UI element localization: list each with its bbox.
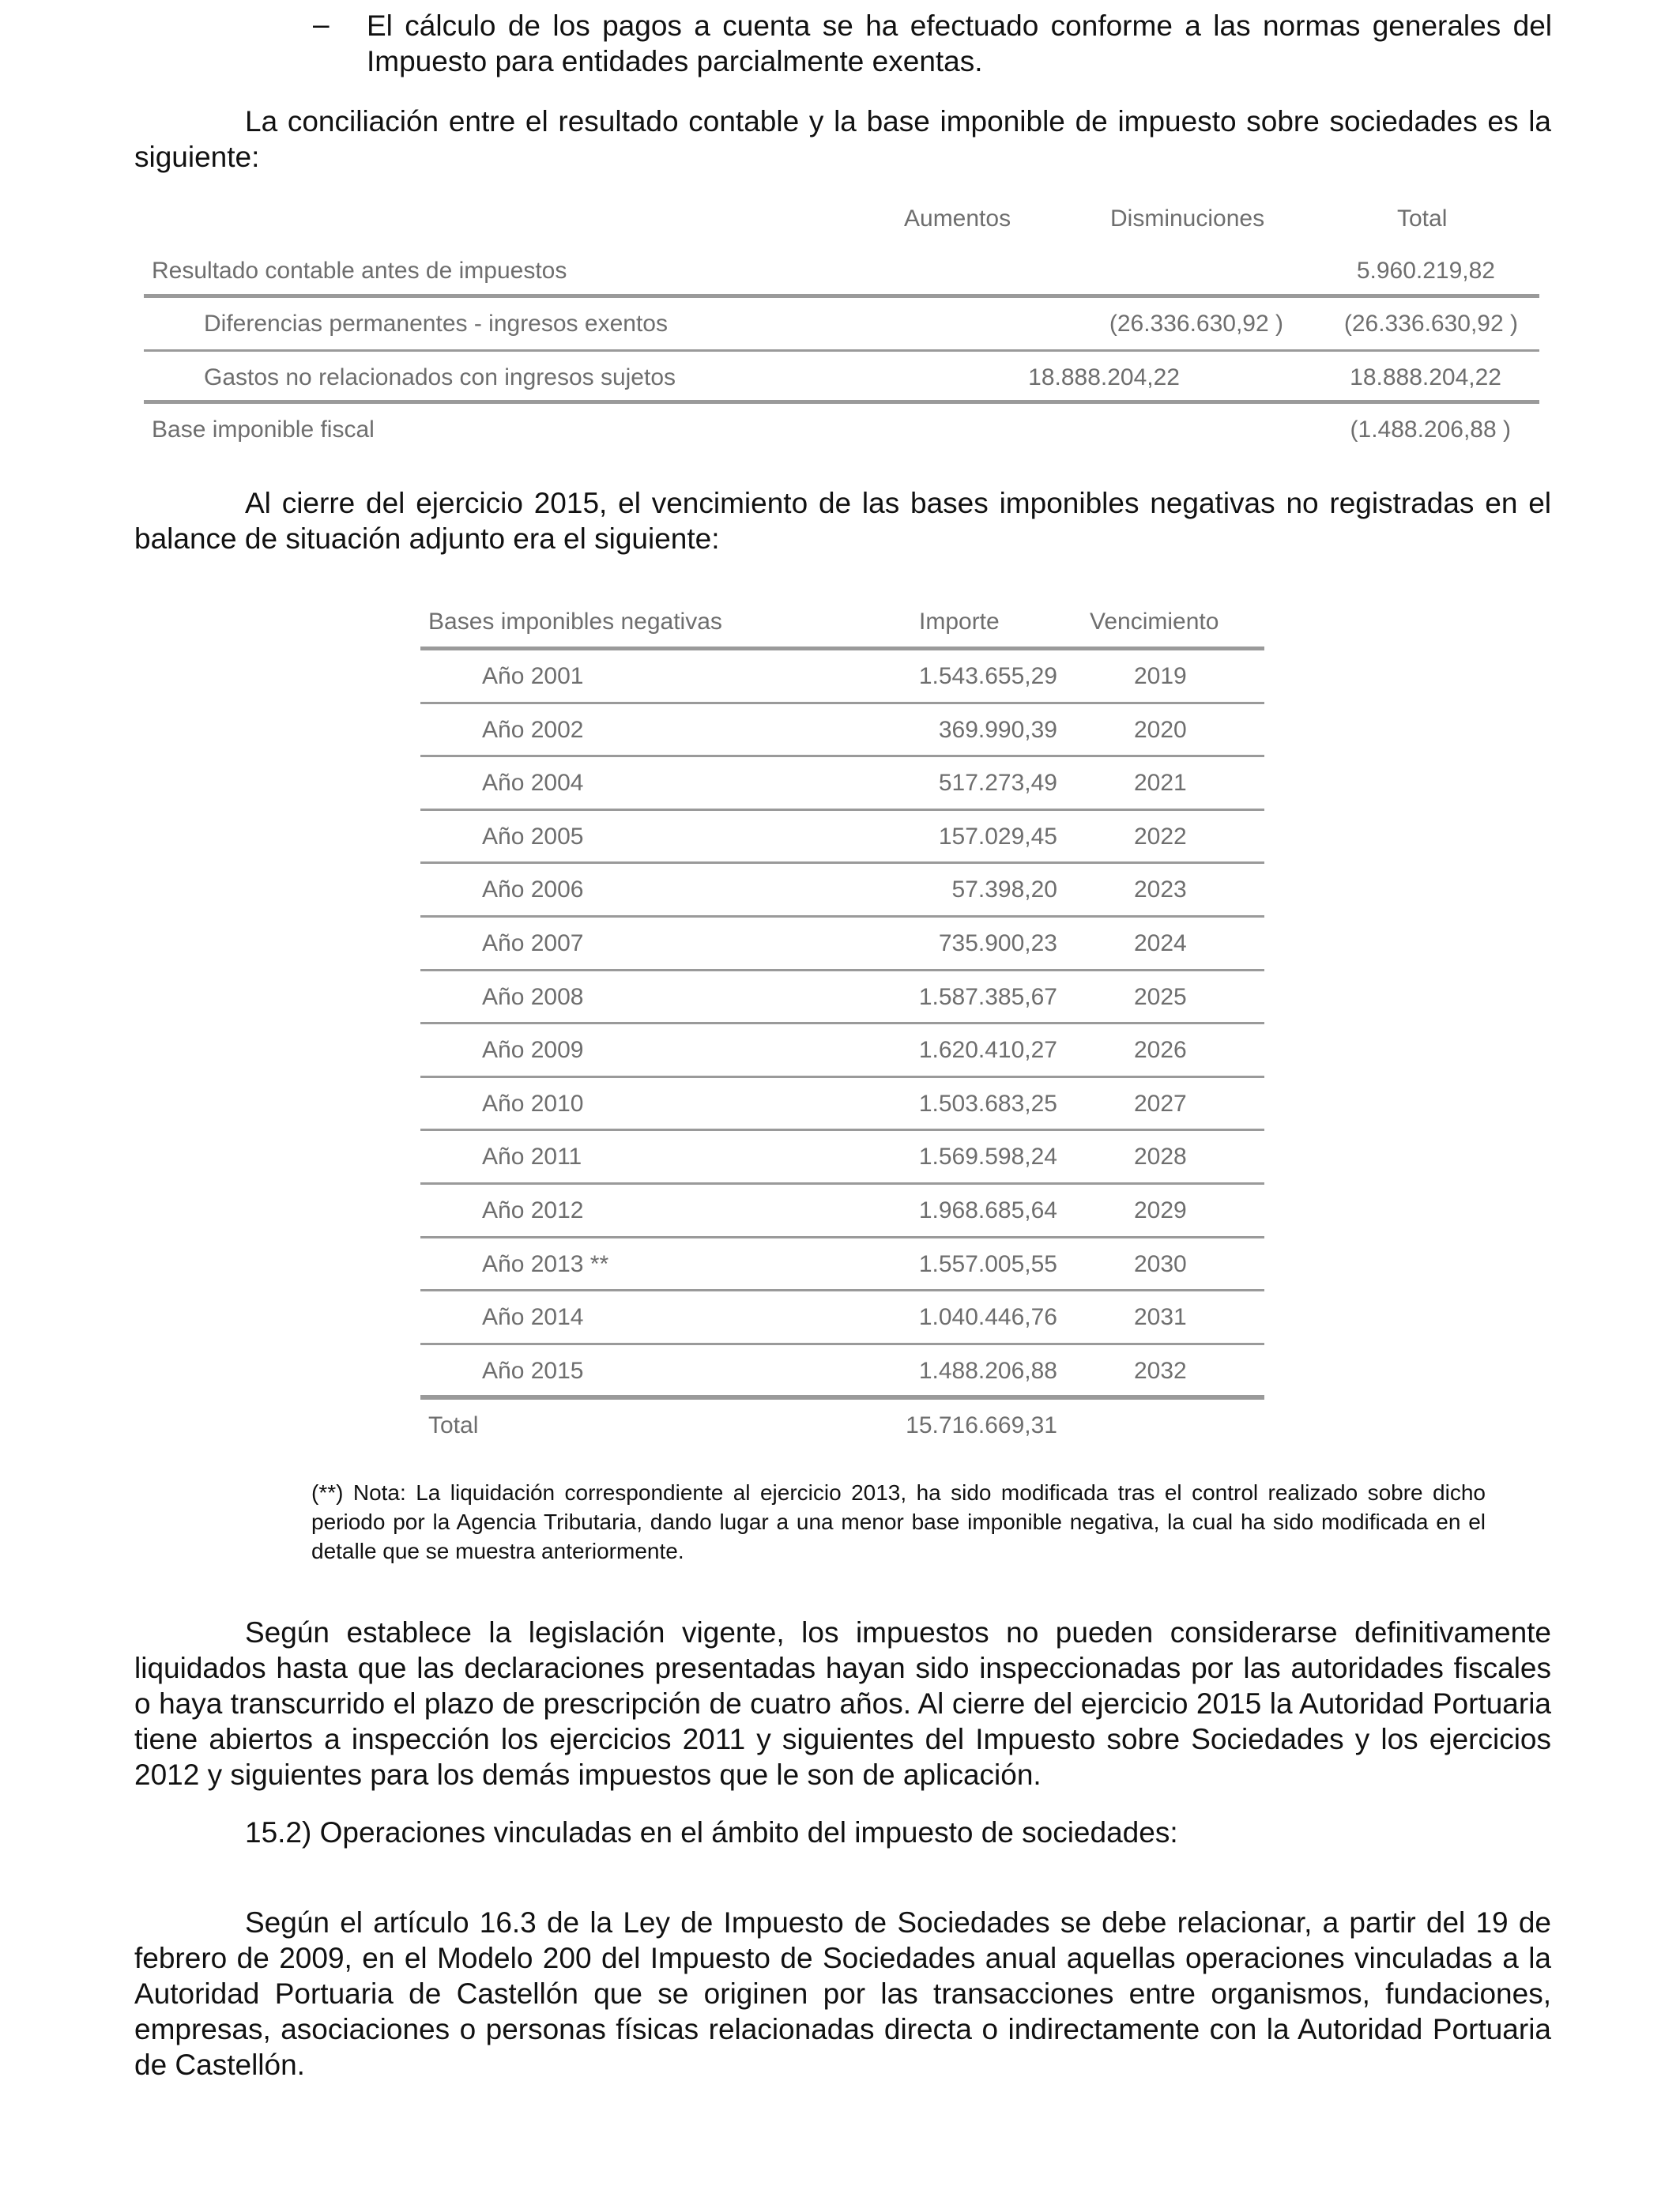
total-amount: 15.716.669,31 [906,1412,1057,1439]
para-legislation: Según establece la legislación vigente, los impuestos no pueden considerarse definitivamente liquidados hasta que las declaraciones presentadas hayan sido inspeccionadas por las autoridades fiscales o haya transcurrido el plazo de prescripción de cuatro años. Al cierre del ejercicio 2015 la Autoridad Portuaria tiene abiertos a inspección los ejercicios 2011 y siguientes del Impuesto sobre Sociedades y los ejercicios 2012 y siguientes para los demás impuestos que le son de aplicación. [134,1616,1551,1791]
row-amount: 1.569.598,24 [918,1144,1057,1171]
row-amount: 735.900,23 [938,930,1057,956]
row-label: Año 2010 [482,1090,584,1117]
header-amount: Importe [919,609,1000,635]
row-label: Base imponible fiscal [152,417,375,443]
row-expiry: 2031 [1134,1304,1187,1331]
row-label: Año 2008 [482,983,584,1010]
row-label: Año 2014 [482,1304,584,1331]
row-amount: 1.503.683,25 [918,1090,1057,1117]
row-label: Año 2011 [482,1144,582,1171]
table-row [144,352,1539,404]
row-label: Año 2013 ** [482,1250,609,1277]
header-expiry: Vencimiento [1090,609,1219,635]
row-amount: 517.273,49 [938,770,1057,797]
table-row [420,1185,1264,1238]
row-label: Año 2001 [482,663,584,689]
row-expiry: 2022 [1134,823,1187,850]
section-heading: 15.2) Operaciones vinculadas en el ámbito del impuesto de sociedades: [245,1816,1178,1849]
table-row [420,971,1264,1025]
row-label: Año 2006 [482,876,584,903]
row-expiry: 2032 [1134,1357,1187,1384]
row-expiry: 2029 [1134,1197,1187,1223]
row-label: Año 2004 [482,770,584,797]
row-amount: 157.029,45 [938,823,1057,850]
row-expiry: 2024 [1134,930,1187,956]
row-amount: 1.040.446,76 [918,1304,1057,1331]
table-row [420,1131,1264,1185]
intro-conciliation: La conciliación entre el resultado contable y la base imponible de impuesto sobre sociedades es la siguiente: [134,105,1551,173]
table-row [144,404,1539,456]
row-expiry: 2023 [1134,876,1187,903]
table-row [420,1078,1264,1132]
row-label: Resultado contable antes de impuestos [152,258,567,284]
row-amount: 1.488.206,88 [918,1357,1057,1384]
row-label: Año 2005 [482,823,584,850]
row-expiry: 2027 [1134,1090,1187,1117]
row-label: Diferencias permanentes - ingresos exentos [204,311,668,337]
row-amount: 1.543.655,29 [918,663,1057,689]
row-label: Gastos no relacionados con ingresos sujetos [204,364,676,390]
intro-negative-bases: Al cierre del ejercicio 2015, el vencimiento de las bases imponibles negativas no registradas en el balance de situación adjunto era el siguiente: [134,487,1551,555]
row-amount: 1.620.410,27 [918,1037,1057,1064]
table-row [420,1024,1264,1078]
row-decrease: (26.336.630,92 ) [1109,311,1283,337]
row-label: Año 2012 [482,1197,584,1223]
row-label: Año 2009 [482,1037,584,1064]
bullet-dash: – [313,8,330,40]
row-expiry: 2025 [1134,983,1187,1010]
header-label: Bases imponibles negativas [428,609,722,635]
row-total: (26.336.630,92 ) [1343,311,1518,337]
row-amount: 369.990,39 [938,716,1057,743]
row-amount: 57.398,20 [951,876,1057,903]
table-row [420,811,1264,865]
row-amount: 1.557.005,55 [918,1250,1057,1277]
row-expiry: 2026 [1134,1037,1187,1064]
header-decreases: Disminuciones [1110,205,1265,232]
row-expiry: 2020 [1134,716,1187,743]
row-increase: 18.888.204,22 [1028,364,1180,390]
table-row [420,1238,1264,1292]
table-row [420,864,1264,918]
row-label: Año 2007 [482,930,584,956]
table-row [144,298,1539,350]
row-label: Año 2002 [482,716,584,743]
table-row [420,918,1264,971]
para-article: Según el artículo 16.3 de la Ley de Impuesto de Sociedades se debe relacionar, a partir del 19 de febrero de 2009, en el Modelo 200 del Impuesto de Sociedades anual aquellas operaciones vinculadas a la Autoridad Portuaria de Castellón que se originen por las transacciones entre organismos, fundaciones, empresas, asociaciones o personas físicas relacionadas directa o indirectamente con la Autoridad Portuaria de Castellón. [134,1906,1551,2081]
table-row [144,245,1539,297]
total-row [420,1400,1264,1453]
table-row [420,1291,1264,1345]
row-total: 18.888.204,22 [1350,364,1501,390]
footnote: (**) Nota: La liquidación correspondiente al ejercicio 2013, ha sido modificada tras el control realizado sobre dicho periodo por la Agencia Tributaria, dando lugar a una menor base imponible negativa, la cual ha sido modificada en el detalle que se muestra anteriormente. [311,1480,1486,1563]
row-total: 5.960.219,82 [1356,258,1495,284]
bullet-text: El cálculo de los pagos a cuenta se ha efectuado conforme a las normas generales del Impuesto para entidades parcialmente exentas. [367,9,1552,77]
total-label: Total [428,1412,479,1439]
row-expiry: 2030 [1134,1250,1187,1277]
row-total: (1.488.206,88 ) [1350,417,1511,443]
table-header-row [420,596,1264,650]
row-amount: 1.587.385,67 [918,983,1057,1010]
row-expiry: 2021 [1134,770,1187,797]
table-row [420,650,1264,704]
table-row [420,757,1264,811]
table-row [420,704,1264,758]
table-row [420,1345,1264,1399]
header-total: Total [1397,205,1448,232]
row-expiry: 2028 [1134,1144,1187,1171]
header-increases: Aumentos [904,205,1011,232]
row-expiry: 2019 [1134,663,1187,689]
row-label: Año 2015 [482,1357,584,1384]
row-amount: 1.968.685,64 [918,1197,1057,1223]
